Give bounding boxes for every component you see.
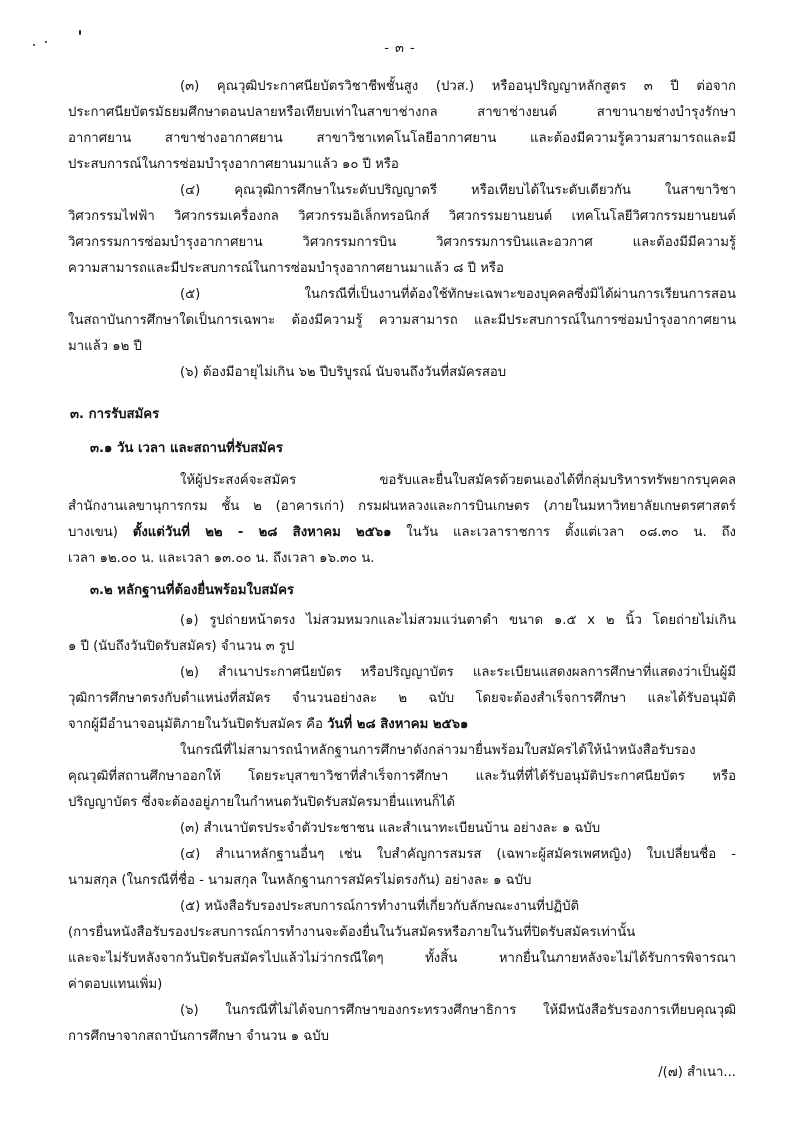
continuation-marker: /(๗) สำเนา... [658, 1065, 736, 1080]
qualification-3-line: ประสบการณ์ในการซ่อมบำรุงอากาศยานมาแล้ว ๑๐ ปี หรือ [68, 157, 399, 172]
section-3-1-line: เวลา ๑๒.๐๐ น. และเวลา ๑๓.๐๐ น. ถึงเวลา ๑๖.๓๐ น. [68, 551, 375, 566]
deadline-date: วันที่ ๒๘ สิงหาคม ๒๕๖๑ [327, 717, 469, 732]
evidence-4-line: (๔) สำเนาหลักฐานอื่นๆ เช่น ใบสำคัญการสมรส (เฉพาะผู้สมัครเพศหญิง) ใบเปลี่ยนชื่อ - [180, 847, 736, 862]
evidence-4-line: นามสกุล (ในกรณีที่ชื่อ - นามสกุล ในหลักฐานการสมัครไม่ตรงกัน) อย่างละ ๑ ฉบับ [68, 873, 532, 888]
text: ในวัน และเวลาราชการ ตั้งแต่เวลา ๐๘.๓๐ น. ถึง [391, 525, 736, 540]
text: บางเขน) [68, 525, 133, 540]
qualification-3-line: อากาศยาน สาขาช่างอากาศยาน สาขาวิชาเทคโนโลยีอากาศยาน และต้องมีความรู้ความสามารถและมี [68, 131, 736, 146]
qualification-6-line: (๖) ต้องมีอายุไม่เกิน ๖๒ ปีบริบูรณ์ นับจนถึงวันที่สมัครสอบ [180, 365, 507, 380]
evidence-3-line: (๓) สำเนาบัตรประจำตัวประชาชน และสำเนาทะเบียนบ้าน อย่างละ ๑ ฉบับ [180, 821, 601, 836]
evidence-5-line: และจะไม่รับหลังจากวันปิดรับสมัครไปแล้วไม่ว่ากรณีใดๆ ทั้งสิ้น หากยื่นในภายหลังจะไม่ได้รับการพิจารณา [68, 951, 736, 966]
scan-speck [79, 30, 81, 35]
evidence-1-line: (๑) รูปถ่ายหน้าตรง ไม่สวมหมวกและไม่สวมแว่นตาดำ ขนาด ๑.๕ x ๒ นิ้ว โดยถ่ายไม่เกิน [180, 613, 736, 628]
evidence-2-line: (๒) สำเนาประกาศนียบัตร หรือปริญญาบัตร และระเบียนแสดงผลการศึกษาที่แสดงว่าเป็นผู้มี [180, 665, 736, 680]
text: จากผู้มีอำนาจอนุมัติภายในวันปิดรับสมัคร คือ [68, 717, 328, 732]
evidence-5-line: (๕) หนังสือรับรองประสบการณ์การทำงานที่เกี่ยวกับลักษณะงานที่ปฏิบัติ [180, 899, 580, 914]
evidence-2-line: วุฒิการศึกษาตรงกับตำแหน่งที่สมัคร จำนวนอย่างละ ๒ ฉบับ โดยจะต้องสำเร็จการศึกษา และได้รับอนุมัติ [68, 691, 736, 706]
section-3-1-heading: ๓.๑ วัน เวลา และสถานที่รับสมัคร [90, 441, 283, 456]
qualification-5-line: (๕) ในกรณีที่เป็นงานที่ต้องใช้ทักษะเฉพาะของบุคคลซึ่งมิได้ผ่านการเรียนการสอน [180, 287, 736, 302]
qualification-5-line: ในสถาบันการศึกษาใดเป็นการเฉพาะ ต้องมีความรู้ ความสามารถ และมีประสบการณ์ในการซ่อมบำรุงอากาศยาน [68, 313, 736, 328]
evidence-5-line: (การยื่นหนังสือรับรองประสบการณ์การทำงานจะต้องยื่นในวันสมัครหรือภายในวันที่ปิดรับสมัครเท่านั้น [68, 925, 636, 940]
section-3-2-heading: ๓.๒ หลักฐานที่ต้องยื่นพร้อมใบสมัคร [90, 583, 294, 598]
qualification-4-line: วิศวกรรมไฟฟ้า วิศวกรรมเครื่องกล วิศวกรรมอิเล็กทรอนิกส์ วิศวกรรมยานยนต์ เทคโนโลยีวิศวกรรมยานยนต์ [68, 209, 736, 224]
qualification-5-line: มาแล้ว ๑๒ ปี [68, 339, 142, 354]
page-number: - ๓ - [384, 41, 416, 56]
section-3-heading: ๓. การรับสมัคร [70, 407, 160, 422]
evidence-5-line: ค่าตอบแทนเพิ่ม) [68, 977, 163, 992]
evidence-6-line: (๖) ในกรณีที่ไม่ได้จบการศึกษาของกระทรวงศึกษาธิการ ให้มีหนังสือรับรองการเทียบคุณวุฒิ [180, 1003, 736, 1018]
evidence-1-line: ๑ ปี (นับถึงวันปิดรับสมัคร) จำนวน ๓ รูป [68, 639, 295, 654]
qualification-3-line: (๓) คุณวุฒิประกาศนียบัตรวิชาชีพชั้นสูง (ปวส.) หรืออนุปริญญาหลักสูตร ๓ ปี ต่อจาก [180, 79, 736, 94]
evidence-2-line [68, 716, 736, 734]
section-3-1-line: สำนักงานเลขานุการกรม ชั้น ๒ (อาคารเก่า) กรมฝนหลวงและการบินเกษตร (ภายในมหาวิทยาลัยเกษตรศาสตร์ [68, 499, 736, 514]
evidence-note-line: ในกรณีที่ไม่สามารถนำหลักฐานการศึกษาดังกล่าวมายื่นพร้อมใบสมัครได้ให้นำหนังสือรับรอง [180, 743, 696, 758]
evidence-note-line: ปริญญาบัตร ซึ่งจะต้องอยู่ภายในกำหนดวันปิดรับสมัครมายื่นแทนก็ได้ [68, 795, 455, 810]
evidence-note-line: คุณวุฒิที่สถานศึกษาออกให้ โดยระบุสาขาวิชาที่สำเร็จการศึกษา และวันที่ที่ได้รับอนุมัติประกาศนียบัตร หรือ [68, 769, 736, 784]
qualification-4-line: ความสามารถและมีประสบการณ์ในการซ่อมบำรุงอากาศยานมาแล้ว ๘ ปี หรือ [68, 261, 504, 276]
application-period: ตั้งแต่วันที่ ๒๒ - ๒๘ สิงหาคม ๒๕๖๑ [132, 525, 392, 540]
section-3-1-dates-line [68, 524, 736, 542]
qualification-3-line: ประกาศนียบัตรมัธยมศึกษาตอนปลายหรือเทียบเท่าในสาขาช่างกล สาขาช่างยนต์ สาขานายช่างบำรุงรักษา [68, 105, 736, 120]
qualification-4-line: (๔) คุณวุฒิการศึกษาในระดับปริญญาตรี หรือเทียบได้ในระดับเดียวกัน ในสาขาวิชา [180, 183, 736, 198]
evidence-6-line: การศึกษาจากสถาบันการศึกษา จำนวน ๑ ฉบับ [68, 1029, 330, 1044]
qualification-4-line: วิศวกรรมการซ่อมบำรุงอากาศยาน วิศวกรรมการบิน วิศวกรรมการบินและอวกาศ และต้องมีมีความรู้ [68, 235, 736, 250]
section-3-1-line: ให้ผู้ประสงค์จะสมัคร ขอรับและยื่นใบสมัครด้วยตนเองได้ที่กลุ่มบริหารทรัพยากรบุคคล [180, 473, 736, 488]
